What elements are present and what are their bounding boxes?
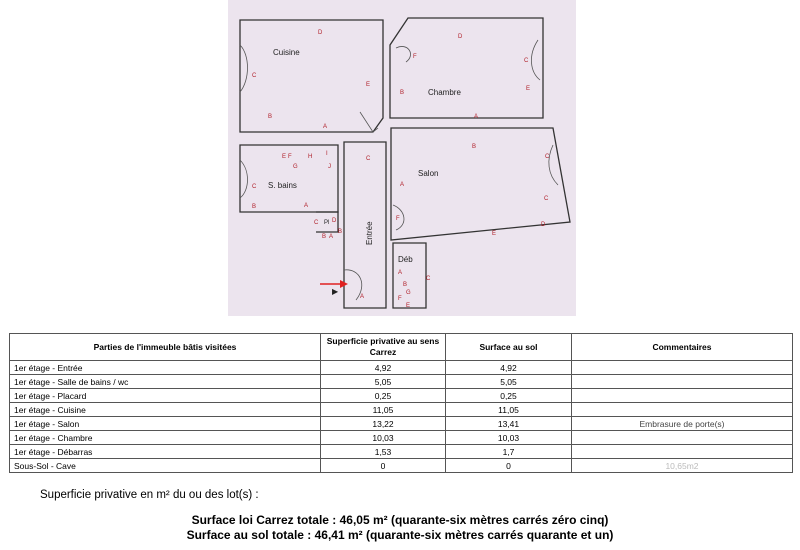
total-sol: Surface au sol totale : 46,41 m² (quarante-six mètres carrés quarante et un) xyxy=(186,528,614,542)
point-letter: D xyxy=(458,34,463,40)
cell-comment xyxy=(572,375,793,389)
point-letter: A xyxy=(304,203,309,209)
room-cuisine: Cuisine xyxy=(273,48,300,57)
point-letter: G xyxy=(293,164,298,170)
point-letter: I xyxy=(326,151,328,157)
cell-sol: 10,03 xyxy=(446,431,572,445)
point-letter: E xyxy=(526,86,531,92)
point-letter: D xyxy=(318,30,323,36)
cell-part: 1er étage - Chambre xyxy=(10,431,321,445)
point-letter: C xyxy=(544,196,549,202)
cell-part: 1er étage - Entrée xyxy=(10,361,321,375)
cell-carrez: 10,03 xyxy=(321,431,446,445)
cell-part: 1er étage - Salon xyxy=(10,417,321,431)
point-letter: E xyxy=(406,303,411,309)
point-letter: B xyxy=(252,204,257,210)
chambre-walls xyxy=(390,18,543,118)
table-row xyxy=(10,403,793,417)
point-letter: C xyxy=(545,154,550,160)
cell-sol: 11,05 xyxy=(446,403,572,417)
table-row xyxy=(10,445,793,459)
point-letter: C xyxy=(314,220,319,226)
point-letter: A xyxy=(360,294,365,300)
table-row xyxy=(10,361,793,375)
header-parties: Parties de l'immeuble bâtis visitées xyxy=(10,334,321,361)
cell-part: 1er étage - Salle de bains / wc xyxy=(10,375,321,389)
cell-part: 1er étage - Débarras xyxy=(10,445,321,459)
header-sol: Surface au sol xyxy=(446,334,572,361)
surface-table xyxy=(9,333,793,473)
cuisine-walls xyxy=(240,20,383,132)
cell-carrez: 13,22 xyxy=(321,417,446,431)
table-row xyxy=(10,389,793,403)
point-letter: F xyxy=(288,154,292,160)
cell-part: 1er étage - Placard xyxy=(10,389,321,403)
cell-sol: 0,25 xyxy=(446,389,572,403)
room-pl: Pl xyxy=(324,220,330,226)
table-row xyxy=(10,417,793,431)
cell-carrez: 5,05 xyxy=(321,375,446,389)
cell-comment xyxy=(572,431,793,445)
point-letter: F xyxy=(396,216,400,222)
room-entree: Entrée xyxy=(365,221,374,245)
point-letter: F xyxy=(398,296,402,302)
cell-carrez: 0,25 xyxy=(321,389,446,403)
point-letter: A xyxy=(398,270,403,276)
room-salon: Salon xyxy=(418,169,439,178)
point-letter: B xyxy=(338,229,343,235)
sbains-window xyxy=(240,160,248,198)
point-letter: E xyxy=(492,231,497,237)
point-letter: C xyxy=(252,184,257,190)
point-letter: B xyxy=(472,144,477,150)
table-row xyxy=(10,459,793,473)
header-commentaires: Commentaires xyxy=(572,334,793,361)
point-letter: B xyxy=(400,90,405,96)
summary-intro: Superficie privative en m² du ou des lot(s) : xyxy=(40,489,259,501)
floor-plan-drawing xyxy=(228,0,576,316)
entrance-marker-icon: ▶ xyxy=(332,287,339,296)
point-letter: A xyxy=(329,234,334,240)
cell-comment: Embrasure de porte(s) xyxy=(572,417,793,431)
chambre-window xyxy=(531,40,540,80)
cell-comment xyxy=(572,361,793,375)
cell-carrez: 0 xyxy=(321,459,446,473)
point-letter: H xyxy=(308,154,313,160)
point-letter: A xyxy=(474,114,479,120)
cell-comment xyxy=(572,389,793,403)
point-letter: J xyxy=(328,164,331,170)
cell-comment xyxy=(572,445,793,459)
point-letter: C xyxy=(252,73,257,79)
point-letter: G xyxy=(406,290,411,296)
chambre-door xyxy=(396,46,411,62)
cell-carrez: 1,53 xyxy=(321,445,446,459)
point-letter: A xyxy=(400,182,405,188)
point-letter: B xyxy=(322,234,327,240)
cell-part: 1er étage - Cuisine xyxy=(10,403,321,417)
cell-carrez: 4,92 xyxy=(321,361,446,375)
point-letter: F xyxy=(413,54,417,60)
point-letter: D xyxy=(332,218,337,224)
cell-sol: 1,7 xyxy=(446,445,572,459)
room-sbains: S. bains xyxy=(268,181,297,190)
point-letter: C xyxy=(426,276,431,282)
header-carrez: Superficie privative au sens Carrez xyxy=(321,334,446,361)
point-letter: B xyxy=(268,114,273,120)
cell-part: Sous-Sol - Cave xyxy=(10,459,321,473)
total-carrez: Surface loi Carrez totale : 46,05 m² (quarante-six mètres carrés zéro cinq) xyxy=(191,513,609,527)
cell-carrez: 11,05 xyxy=(321,403,446,417)
room-chambre: Chambre xyxy=(428,88,461,97)
table-row xyxy=(10,431,793,445)
room-deb: Déb xyxy=(398,255,413,264)
cell-sol: 4,92 xyxy=(446,361,572,375)
point-letter: E xyxy=(366,82,371,88)
point-letter: A xyxy=(323,124,328,130)
cuisine-window xyxy=(240,45,248,92)
cell-sol: 5,05 xyxy=(446,375,572,389)
floor-plan xyxy=(228,0,576,316)
point-letter: E xyxy=(282,154,287,160)
measurement-points xyxy=(252,30,550,309)
point-letter: C xyxy=(524,58,529,64)
point-letter: B xyxy=(403,282,408,288)
cell-comment: 10,65m2 xyxy=(572,459,793,473)
point-letter: D xyxy=(541,222,546,228)
point-letter: C xyxy=(366,156,371,162)
table-row xyxy=(10,375,793,389)
cell-comment xyxy=(572,403,793,417)
cell-sol: 13,41 xyxy=(446,417,572,431)
cell-sol: 0 xyxy=(446,459,572,473)
table-header-row xyxy=(10,334,793,361)
